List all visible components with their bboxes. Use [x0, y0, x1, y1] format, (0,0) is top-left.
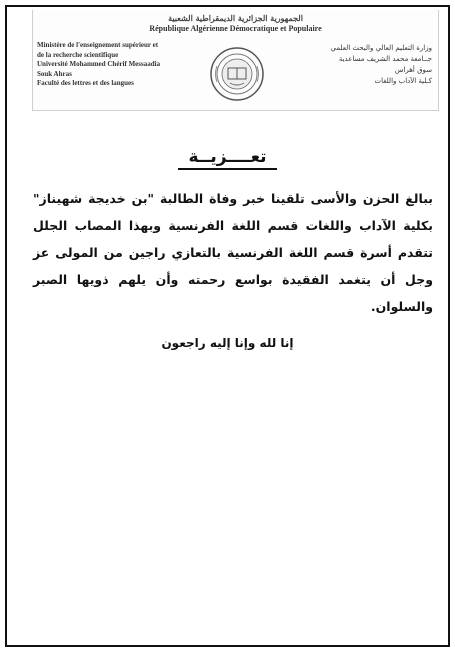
closing-phrase: إنا لله وإنا إليه راجعون	[161, 336, 294, 350]
condolence-title	[7, 147, 448, 167]
letterhead	[32, 10, 439, 111]
ministry-line-1: Ministère de l'enseignement supérieur et	[37, 41, 159, 49]
city-name: Souk Ahras	[37, 69, 72, 78]
republic-name-arabic: الجمهورية الجزائرية الديمقراطية الشعبية	[168, 13, 303, 23]
republic-name-french: République Algérienne Démocratique et Populaire	[149, 24, 322, 33]
university-name-arabic: جــامعة محمد الشريف مساعدية	[338, 55, 432, 63]
university-name: Université Mohammed Chérif Messaadia	[37, 60, 161, 68]
condolence-body: ببالغ الحزن والأسى تلقينا خبر وفاة الطالبة "بن خديجة شهيناز" بكلية الآداب واللغات قسم اللغة الفرنسية وبهذا المصاب الجلل تتقدم أسرة قسم اللغة الفرنسية بالتعازي راجين من المولى عز وجل أن يتغمد الفقيدة بواسع رحمته وأن يلهم ذويها الصبر والسلوان.	[33, 191, 433, 314]
university-logo-icon	[209, 46, 265, 102]
document-page	[5, 5, 450, 647]
ministry-line-2: de la recherche scientifique	[37, 50, 119, 59]
faculty-name: Faculté des lettres et des langues	[37, 79, 134, 87]
faculty-name-arabic: كـلية الآداب واللغات	[374, 77, 432, 85]
institution-block-french	[37, 41, 187, 89]
title-text: تعــــزيــة	[178, 147, 276, 170]
city-name-arabic: سوق أهراس	[394, 66, 432, 74]
ministry-line-arabic: وزارة التعليم العالي والبحث العلمي	[330, 44, 432, 52]
institution-block-arabic	[282, 43, 432, 87]
